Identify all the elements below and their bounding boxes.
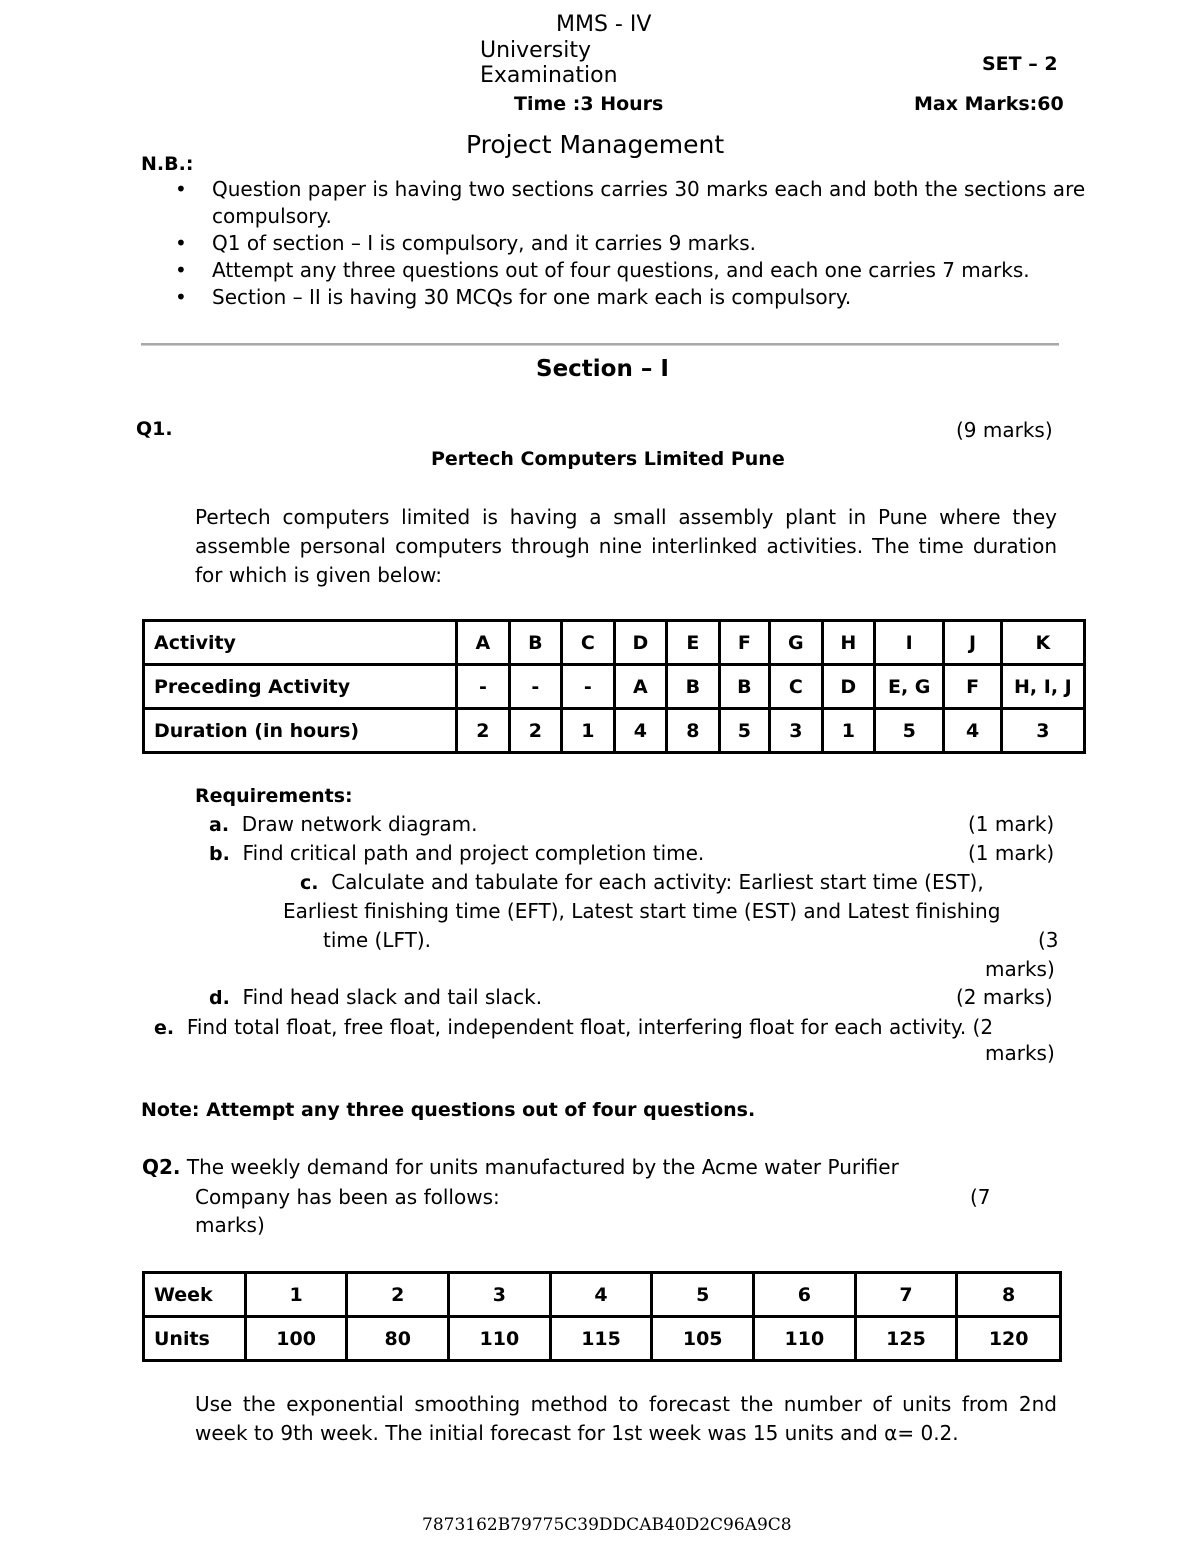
requirement-letter: d. — [209, 987, 230, 1009]
table-cell: I — [875, 621, 944, 665]
requirement-letter: e. — [154, 1017, 175, 1039]
note: Note: Attempt any three questions out of four questions. — [141, 1099, 756, 1121]
requirement-marks: marks) — [985, 957, 1055, 981]
table-cell: 8 — [667, 709, 719, 753]
instruction-item: • Question paper is having two sections carries 30 marks each and both the sections are compulsory. — [175, 176, 1105, 230]
requirement-letter: a. — [209, 814, 230, 836]
table-cell: 1 — [245, 1273, 347, 1317]
case-title: Pertech Computers Limited Pune — [431, 448, 785, 470]
table-cell: K — [1001, 621, 1084, 665]
q1-marks: (9 marks) — [956, 418, 1053, 442]
table-cell: 110 — [754, 1317, 856, 1361]
requirement-d — [209, 983, 542, 1013]
table-cell: - — [457, 665, 509, 709]
requirement-b — [209, 839, 704, 869]
table-cell: 7 — [855, 1273, 957, 1317]
requirement-text: Find critical path and project completion time. — [242, 841, 705, 865]
table-cell: B — [509, 621, 561, 665]
table-cell: 1 — [562, 709, 614, 753]
table-cell: C — [562, 621, 614, 665]
table-cell: E — [667, 621, 719, 665]
table-cell: - — [509, 665, 561, 709]
demand-table — [142, 1271, 1062, 1362]
table-cell: E, G — [875, 665, 944, 709]
table-cell: A — [614, 665, 667, 709]
instructions-list — [175, 176, 1105, 311]
requirement-text: Draw network diagram. — [241, 812, 478, 836]
table-cell: D — [614, 621, 667, 665]
q2-question — [142, 1153, 899, 1182]
q2-instruction: Use the exponential smoothing method to forecast the number of units from 2nd week to 9th week. The initial forecast for 1st week was 15 units and α= 0.2. — [195, 1392, 1057, 1445]
requirement-a — [209, 810, 477, 840]
table-cell: D — [822, 665, 875, 709]
requirement-c — [300, 868, 984, 898]
table-cell: 125 — [855, 1317, 957, 1361]
table-cell: B — [667, 665, 719, 709]
q2-marks: marks) — [195, 1213, 265, 1237]
instruction-item: • Section – II is having 30 MCQs for one mark each is compulsory. — [175, 284, 1105, 311]
table-cell: 3 — [770, 709, 823, 753]
q2-number: Q2. — [142, 1155, 181, 1179]
table-cell: 5 — [719, 709, 770, 753]
row-label: Units — [144, 1317, 246, 1361]
table-cell: F — [944, 665, 1001, 709]
activity-row — [144, 621, 1085, 665]
requirement-text: Calculate and tabulate for each activity: Earliest start time (EST), — [331, 870, 984, 894]
units-row — [144, 1317, 1061, 1361]
q2-text-line1: The weekly demand for units manufactured by the Acme water Purifier — [186, 1155, 899, 1179]
table-cell: 2 — [347, 1273, 449, 1317]
table-cell: B — [719, 665, 770, 709]
requirement-marks: (2 marks) — [956, 985, 1053, 1009]
requirement-letter: c. — [300, 872, 319, 894]
requirement-letter: b. — [209, 843, 230, 865]
nb-label: N.B.: — [141, 153, 194, 175]
table-cell: H, I, J — [1001, 665, 1084, 709]
table-cell: 3 — [1001, 709, 1084, 753]
q2-text-line2: Company has been as follows: — [195, 1185, 500, 1209]
q2-marks: (7 — [970, 1185, 991, 1209]
row-label: Duration (in hours) — [144, 709, 457, 753]
table-cell: 80 — [347, 1317, 449, 1361]
table-cell: - — [562, 665, 614, 709]
duration-row — [144, 709, 1085, 753]
table-cell: 1 — [822, 709, 875, 753]
table-cell: 2 — [509, 709, 561, 753]
requirement-marks: (1 mark) — [968, 812, 1055, 836]
table-cell: 2 — [457, 709, 509, 753]
subject-title: Project Management — [466, 130, 725, 159]
table-cell: H — [822, 621, 875, 665]
requirement-text: Find head slack and tail slack. — [242, 985, 543, 1009]
table-cell: 120 — [957, 1317, 1061, 1361]
requirement-text: Find total float, free float, independent float, interfering float for each activity. (2 — [186, 1015, 994, 1039]
section-title: Section – I — [536, 356, 669, 382]
table-cell: 110 — [449, 1317, 551, 1361]
horizontal-rule — [141, 343, 1059, 346]
document-hash: 7873162B79775C39DDCAB40D2C96A9C8 — [422, 1515, 792, 1535]
week-row — [144, 1273, 1061, 1317]
requirement-e — [154, 1013, 993, 1043]
table-cell: 115 — [550, 1317, 652, 1361]
table-cell: 6 — [754, 1273, 856, 1317]
table-cell: A — [457, 621, 509, 665]
table-cell: 5 — [875, 709, 944, 753]
requirement-text-continued: time (LFT). — [323, 928, 432, 952]
row-label: Activity — [144, 621, 457, 665]
requirement-marks: marks) — [985, 1041, 1055, 1065]
requirements-heading: Requirements: — [195, 785, 353, 807]
table-cell: 4 — [550, 1273, 652, 1317]
case-description: Pertech computers limited is having a small assembly plant in Pune where they assemble personal computers through nine interlinked activities. The time duration for which is given below: — [195, 505, 1057, 587]
requirement-marks: (3 — [1038, 928, 1059, 952]
row-label: Preceding Activity — [144, 665, 457, 709]
exam-title-line2: Examination — [480, 63, 618, 88]
requirement-marks: (1 mark) — [968, 841, 1055, 865]
instruction-item: • Attempt any three questions out of four questions, and each one carries 7 marks. — [175, 257, 1105, 284]
table-cell: 8 — [957, 1273, 1061, 1317]
time-label: Time :3 Hours — [514, 93, 664, 115]
preceding-row — [144, 665, 1085, 709]
exam-title-line1: University — [480, 38, 591, 63]
program-label: MMS - IV — [556, 12, 652, 37]
q1-number: Q1. — [136, 418, 173, 440]
table-cell: J — [944, 621, 1001, 665]
row-label: Week — [144, 1273, 246, 1317]
table-cell: C — [770, 665, 823, 709]
max-marks-label: Max Marks:60 — [914, 93, 1064, 115]
requirement-text-continued: Earliest finishing time (EFT), Latest start time (EST) and Latest finishing — [283, 899, 1001, 923]
exam-title — [480, 38, 618, 88]
set-label: SET – 2 — [982, 53, 1058, 75]
table-cell: 4 — [944, 709, 1001, 753]
table-cell: 105 — [652, 1317, 754, 1361]
table-cell: F — [719, 621, 770, 665]
table-cell: 100 — [245, 1317, 347, 1361]
table-cell: 4 — [614, 709, 667, 753]
table-cell: G — [770, 621, 823, 665]
table-cell: 3 — [449, 1273, 551, 1317]
activity-table — [142, 619, 1086, 754]
instruction-item: • Q1 of section – I is compulsory, and it carries 9 marks. — [175, 230, 1105, 257]
table-cell: 5 — [652, 1273, 754, 1317]
